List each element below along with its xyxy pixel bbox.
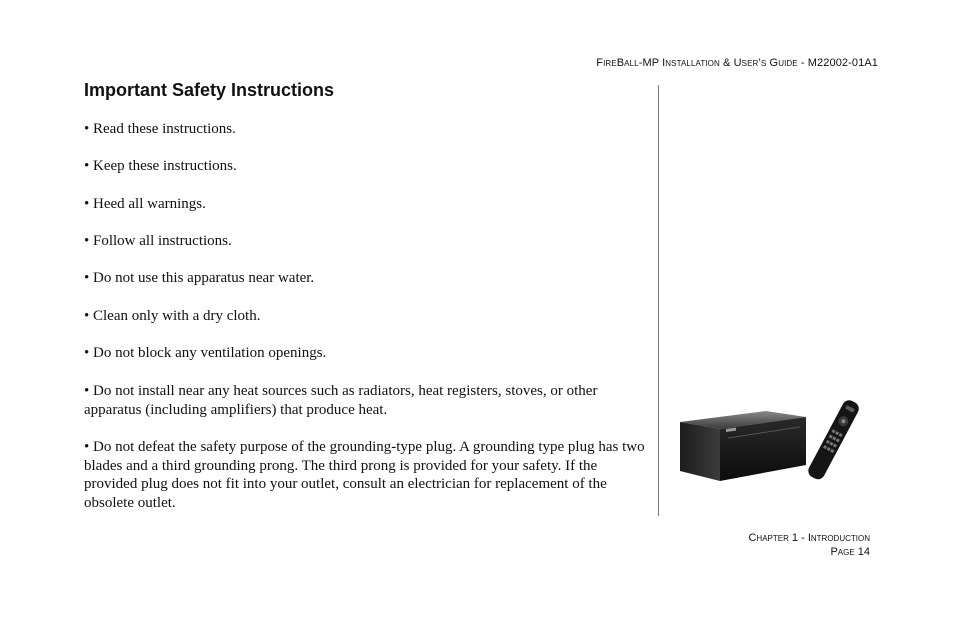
set-top-box <box>680 411 806 481</box>
chapter-label: Chapter 1 - Introduction <box>748 532 870 544</box>
list-item: • Read these instructions. <box>84 121 236 137</box>
vertical-divider <box>658 85 659 516</box>
list-item: • Follow all instructions. <box>84 233 232 249</box>
list-item: • Do not block any ventilation openings. <box>84 345 327 361</box>
page-number: Page 14 <box>830 546 870 558</box>
list-item: • Do not defeat the safety purpose of the grounding-type plug. A grounding type plug has two blades and a third grounding prong. The third prong is provided for your safety. If the provided plug does not fit into your outlet, consult an electrician for replacement of the obsolete outlet. <box>84 439 645 511</box>
page-footer <box>748 531 870 559</box>
list-item: • Do not install near any heat sources such as radiators, heat registers, stoves, or other apparatus (including amplifiers) that produce heat. <box>84 383 598 418</box>
remote-control <box>806 398 861 482</box>
list-item: • Clean only with a dry cloth. <box>84 308 261 324</box>
list-item: • Heed all warnings. <box>84 196 206 212</box>
list-item: • Keep these instructions. <box>84 158 237 174</box>
list-item: • Do not use this apparatus near water. <box>84 270 315 286</box>
section-title: Important Safety Instructions <box>84 80 335 100</box>
product-image <box>676 395 866 485</box>
running-header: FireBall-MP Installation & User’s Guide - M22002-01A1 <box>596 57 878 69</box>
